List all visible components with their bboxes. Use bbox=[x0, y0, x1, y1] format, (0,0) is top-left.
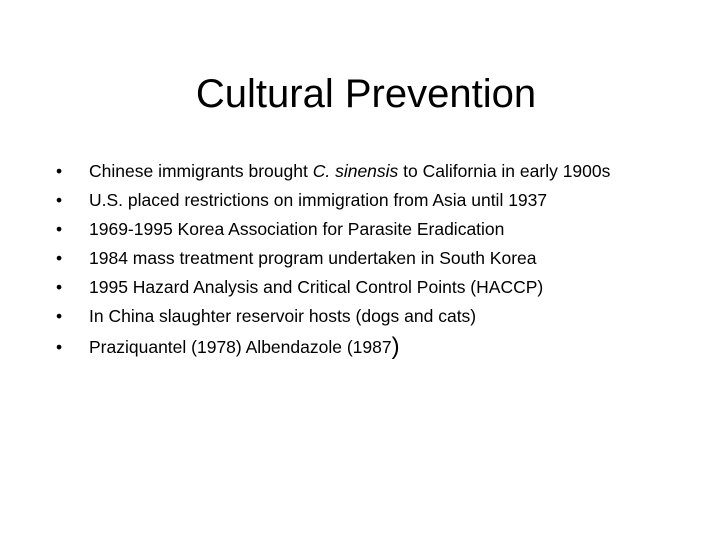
bullet-glyph: • bbox=[56, 190, 63, 210]
bullet-item bbox=[56, 247, 656, 270]
bullet-glyph: • bbox=[56, 248, 63, 268]
bullet-text: Praziquantel (1978) Albendazole (1987 bbox=[89, 337, 392, 357]
bullet-text: 1995 Hazard Analysis and Critical Control Points (HACCP) bbox=[89, 277, 544, 297]
species-name: C. sinensis bbox=[312, 161, 399, 181]
bullet-glyph: • bbox=[56, 219, 63, 239]
bullet-text: 1984 mass treatment program undertaken in South Korea bbox=[89, 248, 537, 268]
bullet-item bbox=[56, 305, 656, 328]
bullet-glyph: • bbox=[56, 277, 63, 297]
closing-paren: ) bbox=[391, 333, 400, 360]
bullet-text: In China slaughter reservoir hosts (dogs and cats) bbox=[89, 306, 477, 326]
bullet-text: 1969-1995 Korea Association for Parasite Eradication bbox=[89, 219, 505, 239]
bullet-glyph: • bbox=[56, 306, 63, 326]
bullet-item bbox=[56, 333, 656, 360]
slide-title: Cultural Prevention bbox=[195, 72, 537, 116]
bullet-glyph: • bbox=[56, 337, 63, 357]
bullet-text: U.S. placed restrictions on immigration from Asia until 1937 bbox=[89, 190, 548, 210]
bullet-item bbox=[56, 160, 656, 183]
bullet-item bbox=[56, 189, 656, 212]
bullet-list bbox=[56, 160, 656, 365]
bullet-text: Chinese immigrants brought bbox=[89, 161, 313, 181]
bullet-item bbox=[56, 276, 656, 299]
bullet-text: to California in early 1900s bbox=[398, 161, 611, 181]
bullet-glyph: • bbox=[56, 161, 63, 181]
bullet-item bbox=[56, 218, 656, 241]
